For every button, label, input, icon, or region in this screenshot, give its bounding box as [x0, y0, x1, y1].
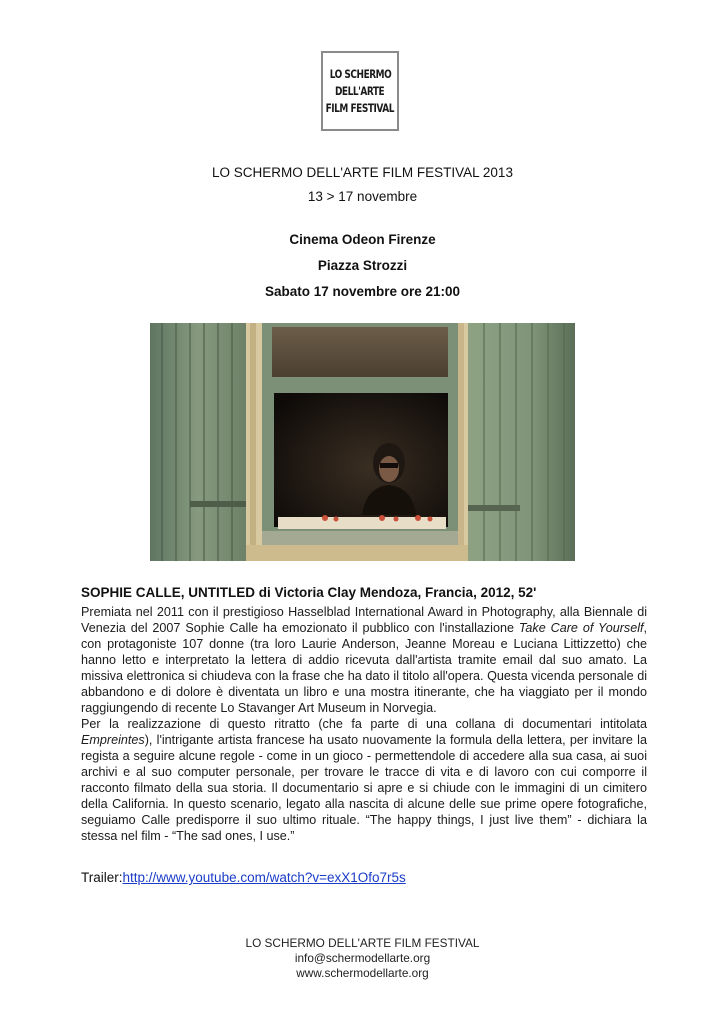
trailer-link[interactable]: http://www.youtube.com/watch?v=exX1Ofo7r5s — [122, 870, 406, 885]
footer-website[interactable]: www.schermodellarte.org — [296, 966, 429, 980]
festival-dates: 13 > 17 novembre — [307, 189, 418, 204]
trailer-label: Trailer: — [81, 870, 123, 885]
installation-title: Take Care of Yourself — [518, 621, 644, 635]
p1-text-b: , con protagoniste 107 donne (tra loro Laurie Anderson, Jeanne Moreau e Luciana Littizzetto) che hanno letto e interpretato la lettera di addio ricevuta dall'artista tramite email dal suo amato. La missiva elettronica si chiudeva con la frase che ha dato il titolo all'opera. Questa vicenda personale di abbandono e di dolore è diventata un libro e una mostra itinerante, che ha viaggiato per il mondo raggiungendo di recente Lo Stavanger Art Museum in Norvegia. — [81, 621, 648, 715]
description-paragraph-1 — [81, 604, 647, 716]
festival-logo — [321, 51, 399, 131]
venue-address: Piazza Strozzi — [317, 258, 408, 273]
p2-text-a: Per la realizzazione di questo ritratto (che fa parte di una collana di documentari intitolata — [81, 717, 647, 731]
p2-text-b: ), l'intrigante artista francese ha usato nuovamente la formula della lettera, per invitare la regista a seguire alcune regole - come in un gioco - permettendole di accedere alla sua casa, ai suoi archivi e al suo computer personale, per trovare le tracce di vita e di lavoro con cui comporre il racconto filmato della sua storia. Il documentario si apre e si chiude con le immagini di un cimitero della California. In questo scenario, legato alla nascita di alcune delle sue prime opere fotografiche, seguiamo Calle predisporre il suo ultimo rituale. “The happy things, I just live them” - dichiara la stessa nel film - “The sad ones, I use.” — [81, 733, 647, 843]
venue-name: Cinema Odeon Firenze — [289, 232, 436, 247]
footer-email[interactable]: info@schermodellarte.org — [294, 951, 431, 965]
logo-line-3: FILM FESTIVAL — [325, 100, 395, 115]
footer-org: LO SCHERMO DELL'ARTE FILM FESTIVAL — [245, 936, 480, 950]
logo-line-1: LO SCHERMO — [329, 66, 391, 81]
film-description — [81, 604, 647, 844]
description-paragraph-2 — [81, 716, 647, 844]
festival-title: LO SCHERMO DELL'ARTE FILM FESTIVAL 2013 — [212, 165, 513, 180]
series-title: Empreintes — [81, 733, 145, 747]
showtime: Sabato 17 novembre ore 21:00 — [264, 284, 461, 299]
trailer-line — [81, 870, 406, 885]
logo-line-2: DELL'ARTE — [335, 83, 385, 98]
film-title: SOPHIE CALLE, UNTITLED di Victoria Clay Mendoza, Francia, 2012, 52' — [81, 585, 537, 600]
p1-text-a: Premiata nel 2011 con il prestigioso Hasselblad International Award in Photography, alla Biennale di Venezia del 2007 Sophie Calle ha emozionato il pubblico con l'installazione — [81, 605, 647, 635]
film-still-photo — [150, 323, 575, 561]
